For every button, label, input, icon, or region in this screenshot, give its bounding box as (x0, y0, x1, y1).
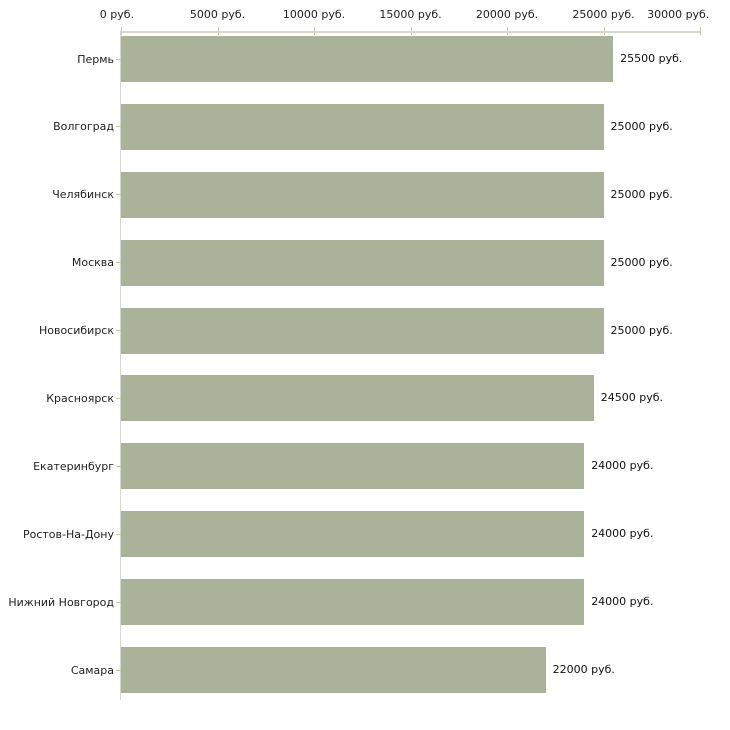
bar (121, 511, 584, 557)
category-label: Екатеринбург (33, 459, 114, 473)
bar-row-inner (0, 579, 730, 625)
bar-row-inner (0, 104, 730, 150)
category-cell (0, 511, 121, 557)
value-label: 24000 руб. (591, 527, 654, 541)
category-cell (0, 172, 121, 218)
category-cell (0, 240, 121, 286)
value-label: 25000 руб. (610, 323, 673, 337)
bar-row (0, 101, 730, 169)
bar (121, 647, 546, 693)
category-label: Ростов-На-Дону (22, 527, 114, 541)
value-label: 25000 руб. (610, 255, 673, 269)
bar-row (0, 305, 730, 373)
category-label: Нижний Новгород (8, 595, 114, 609)
x-axis-tick-label: 10000 руб. (282, 8, 346, 21)
value-label: 24500 руб. (600, 391, 664, 405)
category-label: Пермь (77, 52, 114, 66)
category-cell (0, 308, 121, 354)
value-label: 25000 руб. (610, 187, 673, 201)
x-axis-tick-label: 0 руб. (99, 8, 135, 21)
bar-row-inner (0, 308, 730, 354)
category-cell (0, 36, 121, 82)
bar (121, 375, 594, 421)
value-label: 22000 руб. (552, 663, 615, 677)
bar-row (0, 372, 730, 440)
bar-row (0, 169, 730, 237)
bar-row (0, 508, 730, 576)
x-axis (0, 0, 730, 33)
bar-row-inner (0, 511, 730, 557)
x-axis-tick-label: 5000 руб. (189, 8, 246, 21)
bar (121, 579, 584, 625)
bar (121, 36, 613, 82)
bar-row (0, 576, 730, 644)
value-label: 25000 руб. (610, 119, 673, 133)
value-label: 25500 руб. (620, 52, 683, 65)
bar-rows (0, 33, 730, 712)
x-axis-tick-label: 30000 руб. (647, 8, 710, 21)
category-cell (0, 647, 121, 693)
category-cell (0, 579, 121, 625)
bar (121, 172, 604, 218)
bar-row-inner (0, 375, 730, 421)
bar-row (0, 33, 730, 101)
x-axis-tick-label: 15000 руб. (379, 8, 442, 21)
bar (121, 443, 584, 489)
category-label: Самара (70, 663, 114, 677)
category-cell (0, 443, 121, 489)
bar (121, 240, 604, 286)
bar-row-inner (0, 172, 730, 218)
bar-row-inner (0, 647, 730, 693)
category-label: Челябинск (52, 188, 114, 202)
category-label: Красноярск (46, 391, 114, 405)
category-label: Новосибирск (38, 324, 114, 338)
x-axis-tick-label: 20000 руб. (475, 8, 539, 21)
category-cell (0, 104, 121, 150)
category-cell (0, 375, 121, 421)
bar-row-inner (0, 443, 730, 489)
category-label: Волгоград (53, 120, 114, 134)
value-label: 24000 руб. (591, 459, 654, 473)
category-label: Москва (71, 256, 114, 270)
x-axis-tick-label: 25000 руб. (572, 8, 635, 21)
bar (121, 104, 604, 150)
bar-row (0, 644, 730, 712)
bar-row-inner (0, 240, 730, 286)
bar (121, 308, 604, 354)
bar-row (0, 440, 730, 508)
bar-row-inner (0, 36, 730, 82)
value-label: 24000 руб. (591, 595, 654, 609)
bar-row (0, 237, 730, 305)
